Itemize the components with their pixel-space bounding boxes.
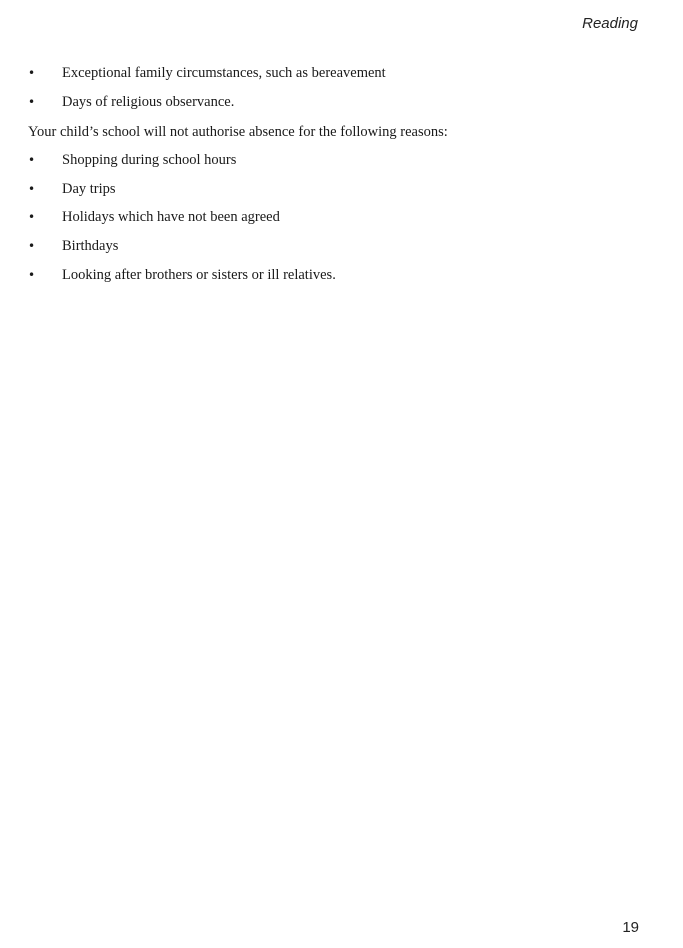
list-item-text: Birthdays	[62, 237, 119, 254]
list-item	[28, 235, 648, 264]
list-item-text: Day trips	[62, 180, 116, 197]
list-item-text: Exceptional family circumstances, such as bereavement	[62, 65, 386, 81]
bullet-icon: •	[28, 238, 36, 253]
page-number: 19	[622, 919, 639, 936]
page-content	[28, 62, 648, 292]
running-head-section: Reading	[582, 15, 638, 32]
list-item-text: Holidays which have not been agreed	[62, 209, 280, 226]
list-item-text: Looking after brothers or sisters or ill relatives.	[62, 266, 336, 283]
bullet-icon: •	[28, 267, 36, 282]
authorised-reasons-list	[28, 62, 648, 119]
list-item	[28, 264, 648, 293]
list-item-text: Days of religious observance.	[62, 93, 235, 110]
unauthorised-reasons-list	[28, 149, 648, 292]
bullet-icon: •	[28, 66, 36, 80]
list-item	[28, 206, 648, 235]
list-item	[28, 178, 648, 207]
list-item	[28, 91, 648, 120]
bullet-icon: •	[28, 210, 36, 225]
list-item-text: Shopping during school hours	[62, 152, 237, 169]
intro-paragraph: Your child’s school will not authorise absence for the following reasons:	[28, 124, 448, 141]
bullet-icon: •	[28, 153, 36, 168]
list-item	[28, 62, 648, 91]
bullet-icon: •	[28, 94, 36, 109]
bullet-icon: •	[28, 181, 36, 196]
list-item	[28, 149, 648, 178]
